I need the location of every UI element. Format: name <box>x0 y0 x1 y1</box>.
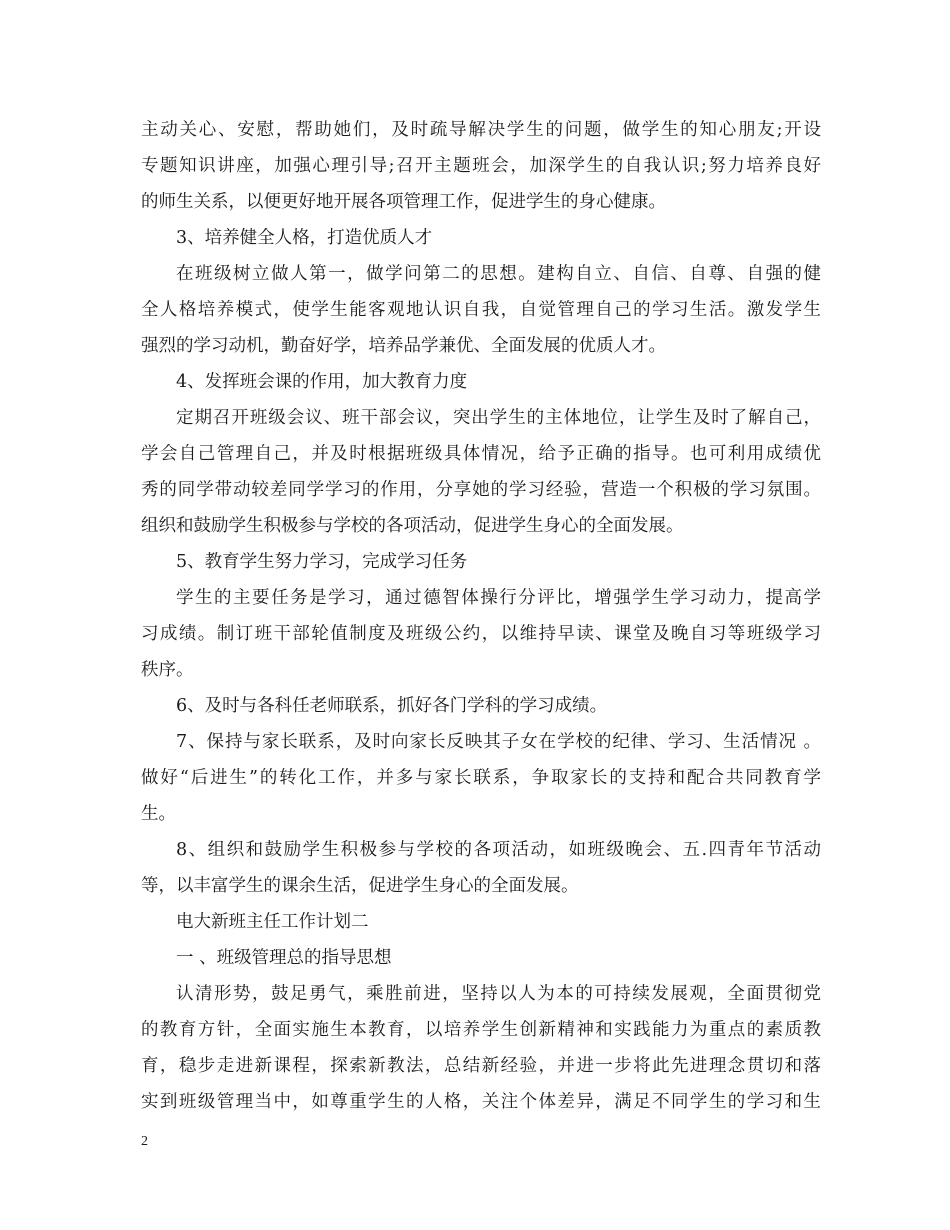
text-line: 实到班级管理当中，如尊重学生的人格，关注个体差异，满足不同学生的学习和生 <box>141 1092 821 1112</box>
text-line: 等，以丰富学生的课余生活，促进学生身心的全面发展。 <box>141 876 579 896</box>
text-line: 强烈的学习动机，勤奋好学，培养品学兼优、全面发展的优质人才。 <box>141 336 666 356</box>
text-line: 秩序。 <box>141 660 194 680</box>
text-line: 认清形势，鼓足勇气，乘胜前进，坚持以人为本的可持续发展观，全面贯彻党 <box>176 984 821 1004</box>
text-line: 的师生关系，以便更好地开展各项管理工作，促进学生的身心健康。 <box>141 192 666 212</box>
text-line: 育，稳步走进新课程，探索新教法，总结新经验，并进一步将此先进理念贯切和落 <box>141 1056 821 1076</box>
text-line: 秀的同学带动较差同学学习的作用，分享她的学习经验，营造一个积极的学习氛围。 <box>141 480 821 500</box>
section-heading: 一 、班级管理总的指导思想 <box>176 948 392 968</box>
text-line: 学生的主要任务是学习，通过德智体操行分评比，增强学生学习动力，提高学 <box>176 588 821 608</box>
text-line: 8、组织和鼓励学生积极参与学校的各项活动，如班级晚会、五.四青年节活动 <box>176 840 821 860</box>
page-number: 2 <box>141 1134 148 1149</box>
text-line: 7、保持与家长联系，及时向家长反映其子女在学校的纪律、学习、生活情况 。 <box>176 732 821 752</box>
section-heading: 4、发挥班会课的作用，加大教育力度 <box>176 372 468 392</box>
section-heading: 6、及时与各科任老师联系，抓好各门学科的学习成绩。 <box>176 696 608 716</box>
text-line: 习成绩。制订班干部轮值制度及班级公约，以维持早读、课堂及晚自习等班级学习 <box>141 624 821 644</box>
section-heading: 5、教育学生努力学习，完成学习任务 <box>176 552 468 572</box>
text-line: 专题知识讲座，加强心理引导;召开主题班会，加深学生的自我认识;努力培养良好 <box>141 156 821 176</box>
text-line: 生。 <box>141 804 176 824</box>
text-line: 做好“后进生”的转化工作，并多与家长联系，争取家长的支持和配合共同教育学 <box>141 768 821 788</box>
text-line: 定期召开班级会议、班干部会议，突出学生的主体地位，让学生及时了解自己， <box>176 408 821 428</box>
text-line: 在班级树立做人第一，做学问第二的思想。建构自立、自信、自尊、自强的健 <box>176 264 821 284</box>
document-subtitle: 电大新班主任工作计划二 <box>176 912 369 932</box>
text-line: 主动关心、安慰，帮助她们，及时疏导解决学生的问题，做学生的知心朋友;开设 <box>141 120 821 140</box>
section-heading: 3、培养健全人格，打造优质人才 <box>176 228 433 248</box>
text-line: 的教育方针，全面实施生本教育，以培养学生创新精神和实践能力为重点的素质教 <box>141 1020 821 1040</box>
text-line: 组织和鼓励学生积极参与学校的各项活动，促进学生身心的全面发展。 <box>141 516 684 536</box>
text-line: 全人格培养模式，使学生能客观地认识自我，自觉管理自己的学习生活。激发学生 <box>141 300 821 320</box>
text-line: 学会自己管理自己，并及时根据班级具体情况，给予正确的指导。也可利用成绩优 <box>141 444 821 464</box>
